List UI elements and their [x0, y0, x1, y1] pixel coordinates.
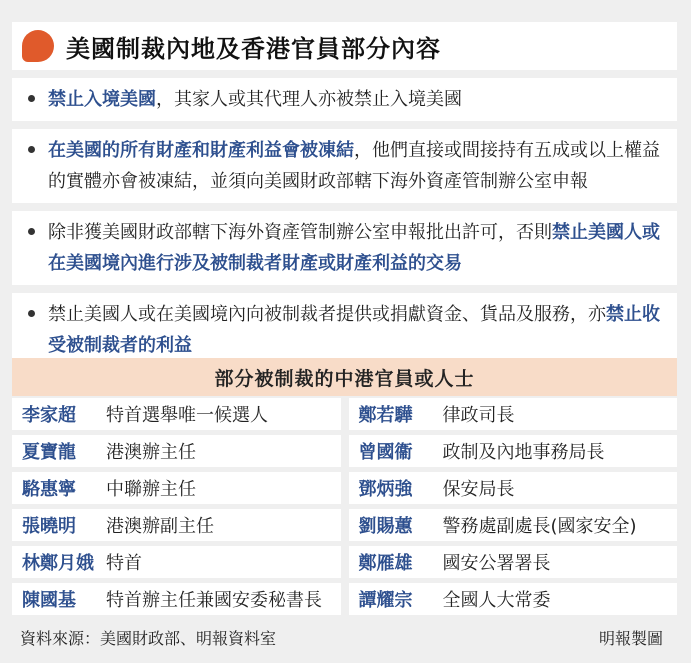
- bullet-text: ，他們直接或間接持有五成或以上權益的實體亦會被凍結，並須向美國財政部轄下海外資產管制辦公室申報: [48, 140, 660, 192]
- official-name: 張曉明: [22, 516, 76, 537]
- table-row: [12, 509, 677, 541]
- official-title: 港澳辦主任: [106, 442, 196, 463]
- table-cell: [12, 398, 341, 430]
- official-title: 特首: [106, 553, 142, 574]
- title-bar: [12, 22, 677, 70]
- source-note: 資料來源：美國財政部、明報資料室: [20, 628, 277, 648]
- official-name: 曾國衞: [358, 442, 413, 463]
- table-cell: [12, 583, 341, 615]
- official-name: 夏寶龍: [22, 442, 76, 463]
- table-cell: [349, 583, 678, 615]
- bullet-item: [12, 293, 677, 367]
- official-name: 李家超: [22, 405, 76, 426]
- table-header: 部分被制裁的中港官員或人士: [12, 358, 677, 396]
- table-row: [12, 398, 677, 430]
- page-title: 美國制裁內地及香港官員部分內容: [66, 34, 441, 63]
- table-cell: [349, 398, 678, 430]
- official-name: 譚耀宗: [358, 590, 413, 611]
- table-cell: [12, 546, 341, 578]
- official-title: 國安公署署長: [442, 553, 551, 574]
- official-title: 保安局長: [442, 479, 515, 500]
- bullet-highlight: 在美國的所有財產和財產利益會被凍結: [48, 140, 354, 161]
- official-title: 全國人大常委: [442, 590, 551, 611]
- official-name: 林鄭月娥: [22, 553, 94, 574]
- bullet-list: [12, 78, 677, 375]
- table-cell: [12, 472, 341, 504]
- official-title: 特首選舉唯一候選人: [106, 405, 268, 426]
- official-name: 駱惠寧: [22, 479, 76, 500]
- bullet-item: [12, 129, 677, 203]
- bullet-highlight: 禁止美國人或在美國境內進行涉及被制裁者財產或財產利益的交易: [48, 222, 660, 274]
- official-title: 律政司長: [442, 405, 515, 426]
- credit-note: 明報製圖: [598, 628, 663, 648]
- footer: [12, 620, 677, 654]
- bullet-highlight: 禁止入境美國: [48, 89, 156, 110]
- official-title: 警務處副處長(國家安全): [442, 516, 637, 537]
- bullet-item: [12, 78, 677, 121]
- official-name: 鄭雁雄: [358, 553, 413, 574]
- official-title: 特首辦主任兼國安委秘書長: [106, 590, 322, 611]
- table-cell: [12, 509, 341, 541]
- official-name: 鄭若驊: [358, 405, 413, 426]
- table-cell: [12, 435, 341, 467]
- official-title: 中聯辦主任: [106, 479, 196, 500]
- table-row: [12, 435, 677, 467]
- table-cell: [349, 509, 678, 541]
- bullet-text: ，其家人或其代理人亦被禁止入境美國: [156, 89, 462, 110]
- bullet-text: 禁止美國人或在美國境內向被制裁者提供或捐獻資金、貨品及服務，亦: [48, 304, 606, 325]
- official-title: 政制及內地事務局長: [442, 442, 605, 463]
- table-row: [12, 546, 677, 578]
- table-cell: [349, 472, 678, 504]
- speech-bubble-icon: [22, 30, 54, 62]
- officials-table: [12, 398, 677, 620]
- table-cell: [349, 546, 678, 578]
- table-row: [12, 472, 677, 504]
- official-name: 鄧炳強: [358, 479, 413, 500]
- table-cell: [349, 435, 678, 467]
- table-row: [12, 583, 677, 615]
- official-title: 港澳辦副主任: [106, 516, 214, 537]
- bullet-text: 除非獲美國財政部轄下海外資產管制辦公室申報批出許可，否則: [48, 222, 552, 243]
- official-name: 陳國基: [22, 590, 76, 611]
- bullet-item: [12, 211, 677, 285]
- bullet-highlight: 禁止收受被制裁者的利益: [48, 304, 660, 356]
- official-name: 劉賜蕙: [358, 516, 413, 537]
